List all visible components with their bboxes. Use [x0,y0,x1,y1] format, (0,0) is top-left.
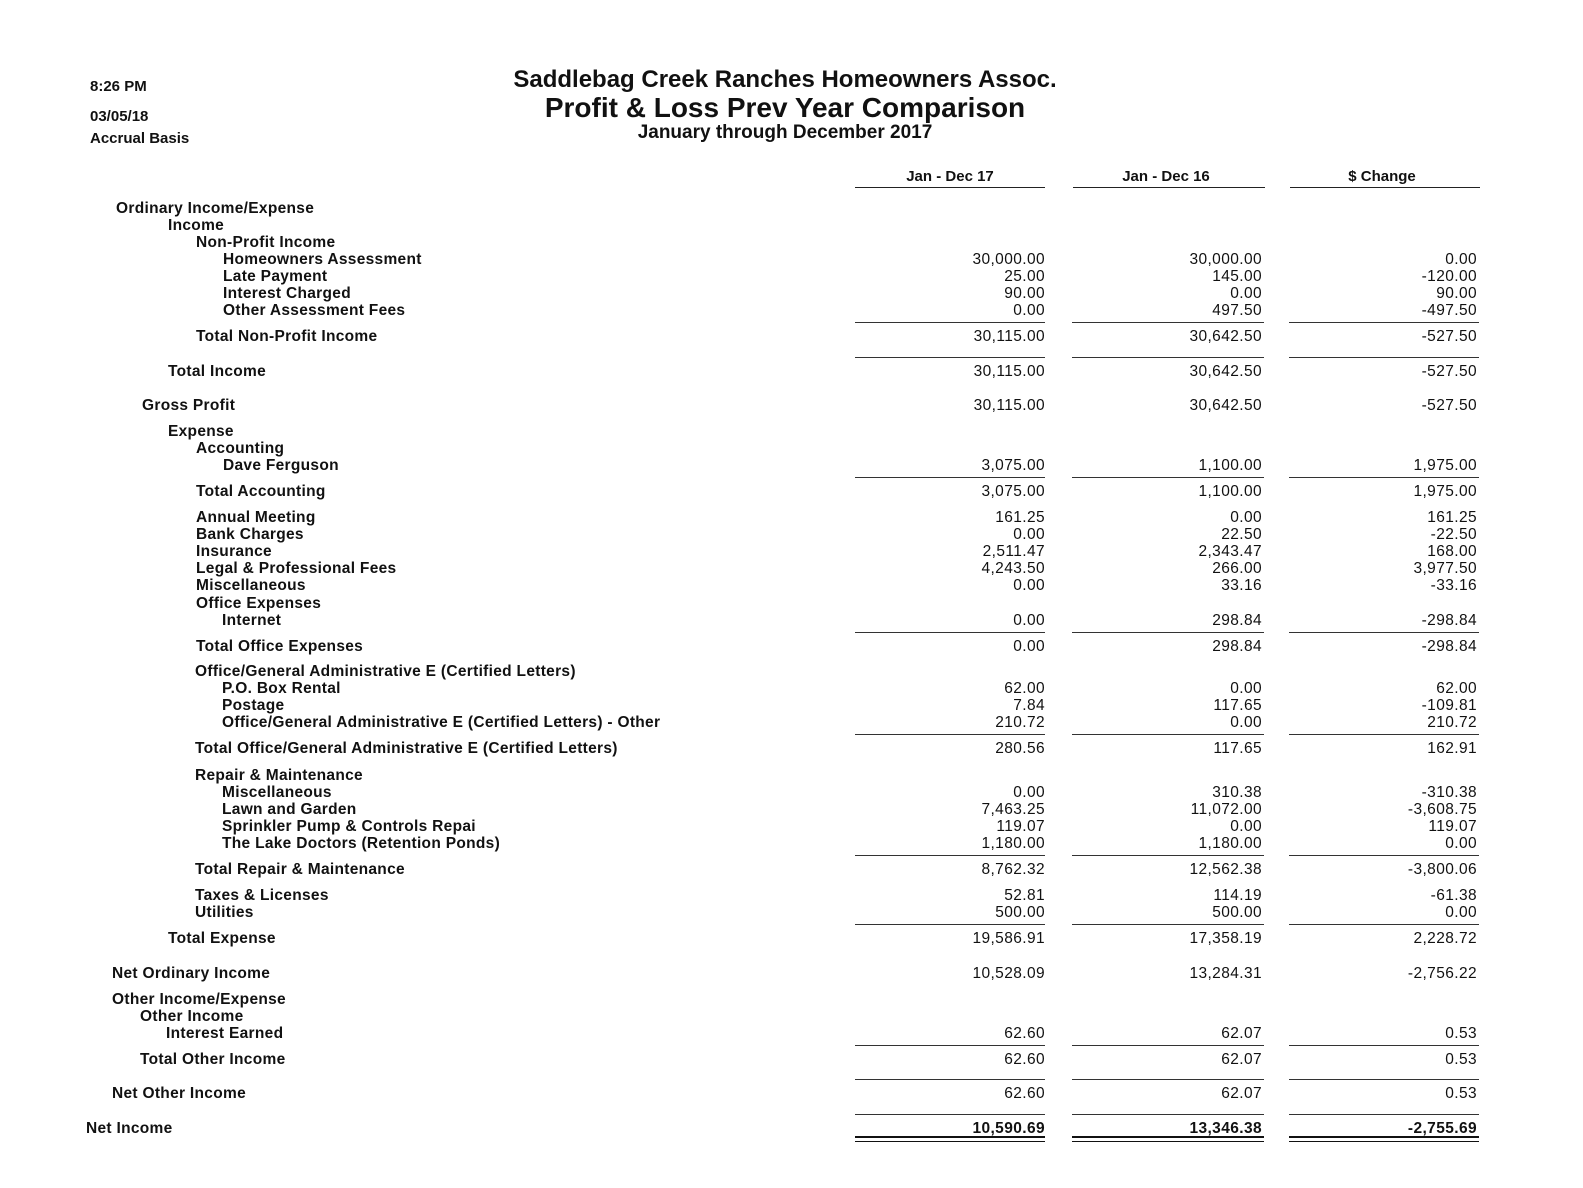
value-2016: 145.00 [1212,268,1262,285]
value-2017: 1,180.00 [981,835,1045,852]
value-change: -2,756.22 [1407,965,1477,982]
report-row [0,595,1583,613]
value-change: -497.50 [1421,302,1477,319]
value-2016: 30,000.00 [1189,251,1262,268]
subtotal-rule [1289,357,1479,358]
subtotal-rule [1072,1114,1264,1115]
value-2016: 0.00 [1230,285,1262,302]
value-2016: 62.07 [1221,1085,1262,1102]
row-label: Total Expense [168,930,276,947]
value-change: 0.53 [1445,1085,1477,1102]
row-label: Late Payment [223,268,328,285]
value-2017: 10,590.69 [972,1120,1045,1137]
value-2017: 52.81 [1004,887,1045,904]
row-label: Lawn and Garden [222,801,357,818]
value-2016: 298.84 [1212,638,1262,655]
subtotal-rule [1289,924,1479,925]
report-title: Profit & Loss Prev Year Comparison [544,92,1026,123]
value-change: -527.50 [1421,363,1477,380]
value-2017: 0.00 [1013,526,1045,543]
row-label: Office Expenses [196,595,322,612]
value-2016: 114.19 [1213,887,1262,904]
value-2016: 30,642.50 [1189,328,1262,345]
value-2017: 90.00 [1004,285,1045,302]
value-change: -310.38 [1421,784,1477,801]
value-change: 90.00 [1436,285,1477,302]
value-change: 119.07 [1428,818,1477,835]
value-2017: 7,463.25 [981,801,1045,818]
value-change: -109.81 [1421,697,1477,714]
report-row [0,680,1583,698]
value-2016: 11,072.00 [1190,801,1262,818]
total-double-rule [1072,1136,1264,1142]
report-row [0,440,1583,458]
total-double-rule [855,1136,1045,1142]
report-row [0,560,1583,578]
value-2016: 117.65 [1213,740,1262,757]
value-2016: 298.84 [1212,612,1262,629]
row-label: Interest Charged [223,285,351,302]
value-change: -61.38 [1430,887,1477,904]
value-2016: 30,642.50 [1189,397,1262,414]
value-2016: 1,180.00 [1198,835,1262,852]
value-2017: 7.84 [1013,697,1045,714]
row-label: Utilities [195,904,254,921]
value-2016: 13,346.38 [1189,1120,1262,1137]
value-change: 161.25 [1427,509,1477,526]
report-row [0,714,1583,732]
report-time: 8:26 PM [90,78,147,95]
report-row [0,217,1583,235]
value-2017: 30,115.00 [973,328,1045,345]
value-2016: 13,284.31 [1189,965,1262,982]
value-2016: 0.00 [1230,509,1262,526]
subtotal-rule [855,1045,1045,1046]
row-label: Total Repair & Maintenance [195,861,405,878]
row-label: Total Accounting [196,483,326,500]
value-2016: 266.00 [1212,560,1262,577]
subtotal-rule [1072,357,1264,358]
row-label: The Lake Doctors (Retention Ponds) [222,835,501,852]
report-row [0,302,1583,320]
row-label: Total Non-Profit Income [196,328,378,345]
row-label: Legal & Professional Fees [196,560,397,577]
report-row [0,363,1583,381]
value-2016: 62.07 [1221,1051,1262,1068]
value-2017: 0.00 [1013,612,1045,629]
value-2016: 117.65 [1213,697,1262,714]
value-2017: 161.25 [995,509,1045,526]
value-change: 162.91 [1427,740,1477,757]
subtotal-rule [855,734,1045,735]
report-row [0,200,1583,218]
row-label: Net Ordinary Income [112,965,271,982]
value-change: -2,755.69 [1407,1120,1477,1137]
subtotal-rule [1289,1114,1479,1115]
subtotal-rule [855,924,1045,925]
value-2016: 0.00 [1230,714,1262,731]
row-label: Repair & Maintenance [195,767,363,784]
column-header-2016: Jan - Dec 16 [1122,168,1210,185]
subtotal-rule [1072,477,1264,478]
value-2017: 0.00 [1013,784,1045,801]
subtotal-rule [1289,1079,1479,1080]
row-label: Net Income [86,1120,173,1137]
subtotal-rule [1289,477,1479,478]
subtotal-rule [855,322,1045,323]
value-change: 210.72 [1427,714,1477,731]
value-2016: 1,100.00 [1198,483,1262,500]
value-2017: 8,762.32 [981,861,1045,878]
subtotal-rule [1072,855,1264,856]
subtotal-rule [855,477,1045,478]
value-change: 1,975.00 [1413,457,1477,474]
value-2017: 280.56 [995,740,1045,757]
report-row [0,638,1583,656]
row-label: Bank Charges [196,526,304,543]
row-label: Total Office/General Administrative E (Certified Letters) [195,740,618,757]
value-2017: 119.07 [996,818,1045,835]
value-2016: 497.50 [1212,302,1262,319]
subtotal-rule [855,357,1045,358]
report-row [0,1085,1583,1103]
report-row [0,483,1583,501]
report-row [0,268,1583,286]
report-row [0,801,1583,819]
row-label: Homeowners Assessment [223,251,422,268]
value-change: 1,975.00 [1413,483,1477,500]
value-2016: 22.50 [1221,526,1262,543]
row-label: Other Income/Expense [112,991,286,1008]
subtotal-rule [855,1079,1045,1080]
row-label: Expense [168,423,234,440]
subtotal-rule [855,632,1045,633]
column-header-rule [1290,187,1480,188]
report-row [0,526,1583,544]
value-2016: 0.00 [1230,680,1262,697]
value-change: 2,228.72 [1413,930,1477,947]
value-2017: 25.00 [1004,268,1045,285]
value-change: 62.00 [1436,680,1477,697]
report-row [0,663,1583,681]
value-2017: 3,075.00 [981,457,1045,474]
row-label: Taxes & Licenses [195,887,329,904]
report-row [0,861,1583,879]
report-row [0,543,1583,561]
value-2016: 30,642.50 [1189,363,1262,380]
row-label: Total Other Income [140,1051,286,1068]
value-2017: 10,528.09 [972,965,1045,982]
value-2016: 500.00 [1212,904,1262,921]
row-label: Gross Profit [142,397,236,414]
value-2017: 0.00 [1013,638,1045,655]
report-row [0,697,1583,715]
value-2017: 30,115.00 [973,397,1045,414]
value-change: 0.00 [1445,835,1477,852]
value-2017: 3,075.00 [981,483,1045,500]
subtotal-rule [1072,1079,1264,1080]
row-label: Dave Ferguson [223,457,339,474]
row-label: P.O. Box Rental [222,680,341,697]
report-row [0,1008,1583,1026]
row-label: Miscellaneous [222,784,332,801]
value-change: -298.84 [1421,638,1477,655]
row-label: Other Assessment Fees [223,302,406,319]
company-name: Saddlebag Creek Ranches Homeowners Assoc. [513,66,1057,93]
report-row [0,423,1583,441]
report-row [0,1025,1583,1043]
value-change: -298.84 [1421,612,1477,629]
row-label: Sprinkler Pump & Controls Repai [222,818,476,835]
row-label: Total Income [168,363,267,380]
subtotal-rule [1289,632,1479,633]
value-2016: 17,358.19 [1189,930,1262,947]
value-change: -22.50 [1430,526,1477,543]
row-label: Internet [222,612,282,629]
value-2016: 2,343.47 [1198,543,1262,560]
value-change: -527.50 [1421,397,1477,414]
report-row [0,965,1583,983]
row-label: Insurance [196,543,272,560]
report-row [0,767,1583,785]
report-row [0,740,1583,758]
value-change: -120.00 [1421,268,1477,285]
value-change: 3,977.50 [1413,560,1477,577]
report-row [0,904,1583,922]
row-label: Interest Earned [166,1025,284,1042]
value-2016: 0.00 [1230,818,1262,835]
value-2017: 62.60 [1004,1085,1045,1102]
row-label: Non-Profit Income [196,234,336,251]
subtotal-rule [1072,632,1264,633]
value-change: -3,800.06 [1407,861,1477,878]
row-label: Accounting [196,440,285,457]
value-2017: 4,243.50 [981,560,1045,577]
value-2017: 19,586.91 [972,930,1045,947]
report-row [0,457,1583,475]
value-2016: 62.07 [1221,1025,1262,1042]
report-row [0,577,1583,595]
subtotal-rule [1072,322,1264,323]
value-2016: 12,562.38 [1189,861,1262,878]
report-row [0,397,1583,415]
value-change: 0.53 [1445,1051,1477,1068]
value-change: 0.00 [1445,904,1477,921]
subtotal-rule [1072,1045,1264,1046]
row-label: Net Other Income [112,1085,246,1102]
row-label: Other Income [140,1008,244,1025]
total-double-rule [1289,1136,1479,1142]
value-2017: 0.00 [1013,577,1045,594]
value-change: -527.50 [1421,328,1477,345]
report-row [0,509,1583,527]
row-label: Ordinary Income/Expense [116,200,315,217]
report-row [0,991,1583,1009]
row-label: Income [168,217,225,234]
value-2017: 0.00 [1013,302,1045,319]
row-label: Office/General Administrative E (Certified Letters) - Other [222,714,661,731]
subtotal-rule [1072,734,1264,735]
column-header-change: $ Change [1348,168,1416,185]
value-2016: 310.38 [1212,784,1262,801]
report-row [0,835,1583,853]
value-2017: 62.00 [1004,680,1045,697]
row-label: Office/General Administrative E (Certified Letters) [195,663,576,680]
subtotal-rule [1289,1045,1479,1046]
value-2017: 62.60 [1004,1051,1045,1068]
column-header-2017: Jan - Dec 17 [906,168,994,185]
subtotal-rule [855,1114,1045,1115]
row-label: Postage [222,697,285,714]
value-2017: 30,000.00 [972,251,1045,268]
report-row [0,818,1583,836]
subtotal-rule [1289,322,1479,323]
value-change: 0.00 [1445,251,1477,268]
report-row [0,285,1583,303]
value-2017: 500.00 [995,904,1045,921]
row-label: Total Office Expenses [196,638,364,655]
subtotal-rule [1289,855,1479,856]
report-row [0,251,1583,269]
value-2017: 30,115.00 [973,363,1045,380]
column-header-rule [1073,187,1265,188]
report-row [0,612,1583,630]
subtotal-rule [855,855,1045,856]
value-2016: 1,100.00 [1198,457,1262,474]
row-label: Miscellaneous [196,577,306,594]
value-2017: 210.72 [995,714,1045,731]
report-period: January through December 2017 [637,122,933,143]
value-2016: 33.16 [1221,577,1262,594]
report-date: 03/05/18 [90,108,149,125]
report-row [0,1051,1583,1069]
value-change: -33.16 [1430,577,1477,594]
report-row [0,887,1583,905]
value-2017: 2,511.47 [982,543,1045,560]
subtotal-rule [1072,924,1264,925]
value-2017: 62.60 [1004,1025,1045,1042]
column-header-rule [855,187,1045,188]
report-basis: Accrual Basis [90,130,190,147]
report-row [0,784,1583,802]
row-label: Annual Meeting [196,509,316,526]
value-change: 0.53 [1445,1025,1477,1042]
value-change: -3,608.75 [1407,801,1477,818]
report-row [0,328,1583,346]
report-row [0,930,1583,948]
subtotal-rule [1289,734,1479,735]
report-row [0,234,1583,252]
value-change: 168.00 [1427,543,1477,560]
